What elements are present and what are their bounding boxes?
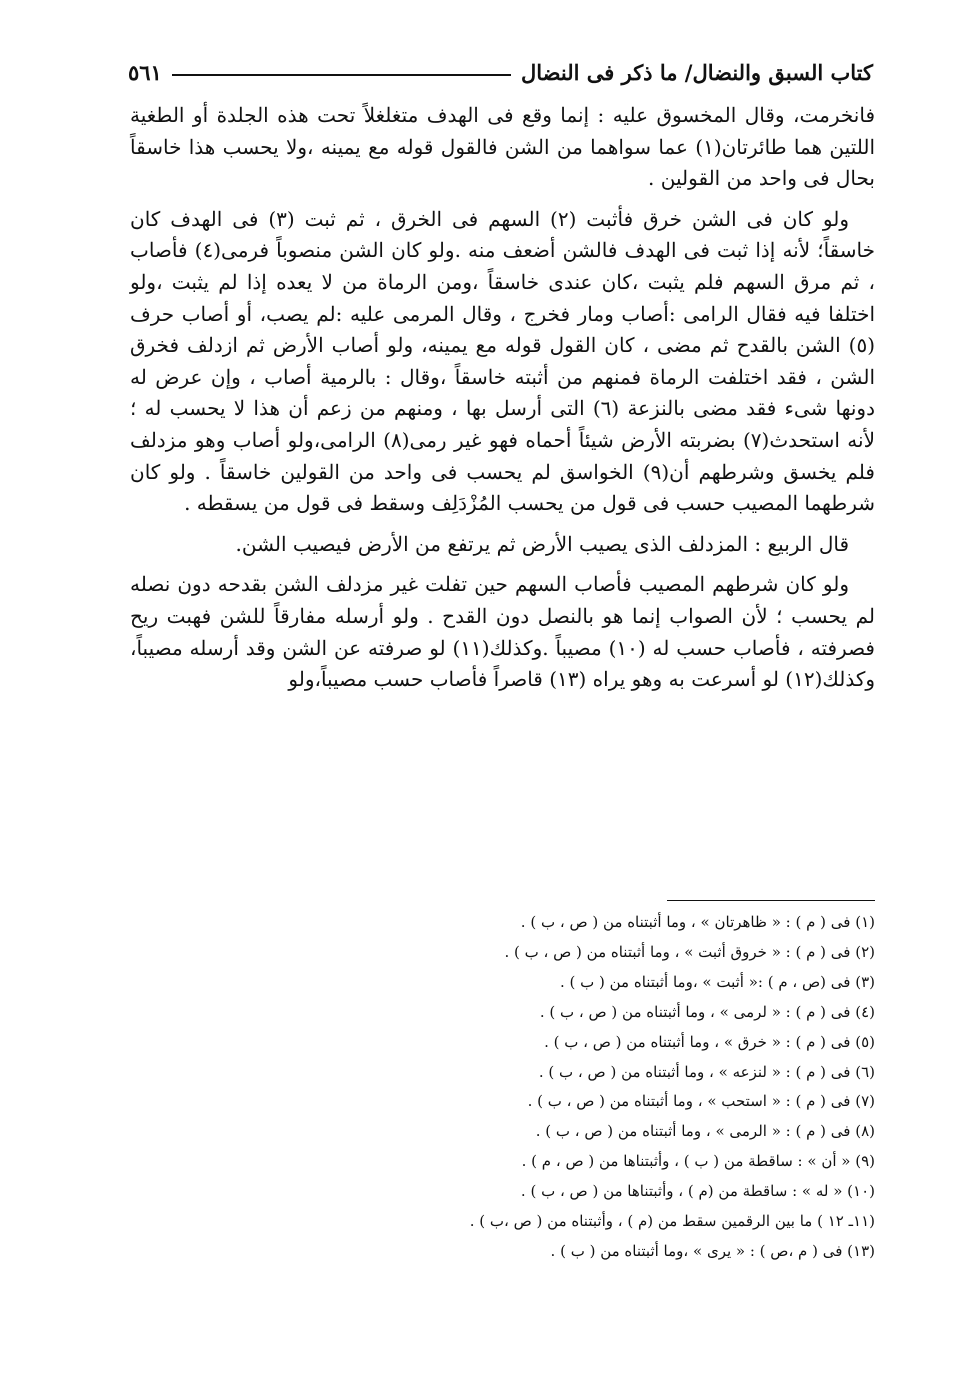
- footnotes-list: [115, 908, 875, 1267]
- running-title: كتاب السبق والنضال/ ما ذكر فى النضال: [521, 59, 873, 85]
- header-rule: [172, 74, 511, 76]
- paragraph-2: ولو كان فى الشن خرق فأثبت (٢) السهم فى الخرق ، ثم ثبت (٣) فى الهدف كان خاسقاً؛ لأنه إذا ثبت فى الهدف فالشن أضعف منه .ولو كان الشن منصوباً فرمى(٤) فأصاب ، ثم مرق السهم فلم يثبت ،كان عندى خاسقاً ،ومن الرماة من لا يعده إذا لم يثبت ،ولو اختلفا فيه فقال الرامى :أصاب ومار فخرج ، وقال المرمى عليه :لم يصب، أو أصاب حرف (٥) الشن بالقدح ثم مضى ، كان القول قوله مع يمينه، ولو أصاب الأرض ثم ازدلف فخرق الشن ، فقد اختلفت الرماة فمنهم من أثبته خاسقاً ،وقال : بالرمية أصاب ، وإن عرض له دونها شىء فقد مضى بالنزعة (٦) التى أرسل بها ، ومنهم من زعم أن هذا لا يحسب له ؛ لأنه استحدث(٧) بضربته الأرض شيئاً أحماه فهو غير رمى(٨) الرامى،ولو أصاب وهو مزدلف فلم يخسق وشرطهم أن(٩) الخواسق لم يحسب فى واحد من القولين خاسقاً . ولو كان شرطهما المصيب حسب فى قول من يحسب المُزْدَلِف وسقط فى قول من يسقطه .: [130, 206, 876, 516]
- footnote-6: (٦) فى ( م ) : « لنزعه » ، وما أثبتناه من ( ص ، ب ) .: [538, 1062, 875, 1081]
- footnote-10: (١٠) « له » : ساقطة من (م ) ، وأثبتناها من ( ص ، ب ) .: [520, 1182, 875, 1201]
- footnote-4: (٤) فى ( م ) : « لرمى » ، وما أثبتناه من ( ص ، ب ) .: [539, 1002, 875, 1021]
- paragraph-4: ولو كان شرطهم المصيب فأصاب السهم حين تفلت غير مزدلف الشن بقدحه دون نصله لم يحسب ؛ لأن الصواب إنما هو بالنصل دون القدح . ولو أرسله مفارقاً للشن فهبت ريح فصرفته ، فأصاب حسب له (١٠) مصيباً .وكذلك(١١) لو صرفته عن الشن وقد أرسله مصيباً، وكذلك(١٢) لو أسرعت به وهو يراه (١٣) قاصراً فأصاب حسب مصيباً،ولو: [130, 572, 875, 692]
- footnote-separator: [667, 900, 875, 901]
- footnote-13: (١٣) فى ( م ،ص ) : « يرى » ،وما أثبتناه من ( ب ) .: [550, 1241, 875, 1260]
- footnote-3: (٣) فى (ص ، م ) :« أثبت » ،وما أثبتناه من ( ب ) .: [559, 972, 875, 991]
- page-number: ٥٦١: [128, 59, 162, 85]
- footnote-5: (٥) فى ( م ) : « خرق » ، وما أثبتناه من ( ص ، ب ) .: [544, 1032, 875, 1051]
- paragraph-1: فانخرمت، وقال المخسوق عليه : إنما وقع فى الهدف متغلغلاً تحت هذه الجلدة أو الطغية اللتين هما طائرتان(١) عما سواهما من الشن فالقول قوله مع يمينه ،ولا يحسب هذا خاسقاً بحال فى واحد من القولين .: [130, 103, 876, 191]
- footnote-8: (٨) فى ( م ) : « الرمى » ، وما أثبتناه من ( ص ، ب ) .: [535, 1122, 875, 1141]
- footnote-11-12: (١١ـ ١٢ ) ما بين الرقمين سقط من (م ) ، وأثبتناه من ( ص ،ب ) .: [469, 1212, 875, 1231]
- main-text: [130, 100, 875, 705]
- footnote-1: (١) فى ( م ) : « ظاهرتان » ، وما أثبتناه من ( ص ، ب ) .: [520, 913, 875, 931]
- footnote-7: (٧) فى ( م ) : « استحب » ، وما أثبتناه من ( ص ، ب ) .: [527, 1092, 875, 1111]
- page-header: [128, 52, 873, 92]
- footnote-9: (٩) « أن » : ساقطة من ( ب ) ، وأثبتناها من ( ص ، م ) .: [521, 1152, 875, 1171]
- footnote-2: (٢) فى ( م ) : « خروق أثبت » ، وما أثبتناه من ( ص ، ب ) .: [504, 942, 875, 961]
- paragraph-3: قال الربيع : المزدلف الذى يصيب الأرض ثم يرتفع من الأرض فيصيب الشن.: [235, 531, 849, 556]
